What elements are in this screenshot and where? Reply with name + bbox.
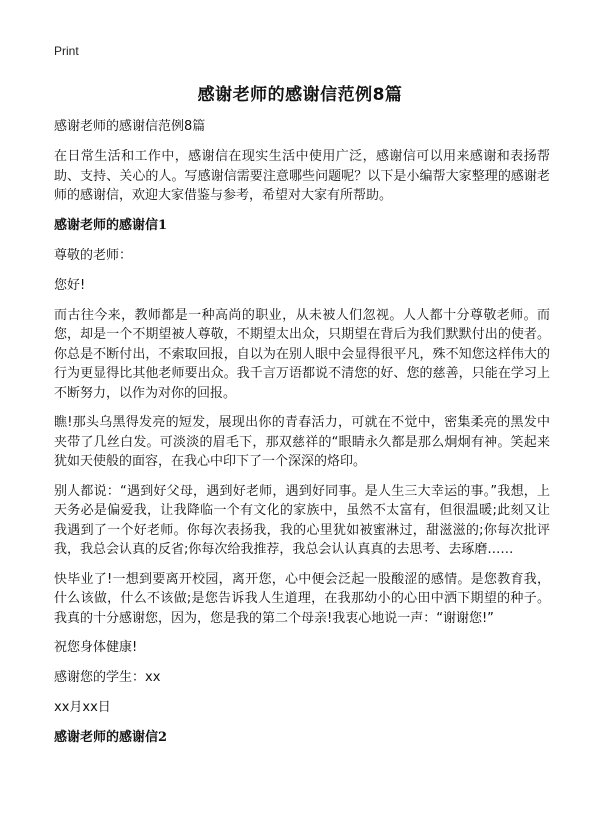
letter-paragraph: 别人都说：“遇到好父母，遇到好老师，遇到好同事。是人生三大幸运的事。”我想，上天务必是偏爱我，让我降临一个有文化的家族中，虽然不太富有，但很温暖;此刻又让我遇到了一个好老师。你每次表扬我，我的心里犹如被蜜淋过，甜滋滋的;你每次批评我，我总会认真的反省;你每次给我推荐，我总会认认真真的去思考、去琢磨…… [54, 483, 550, 557]
signature: 感谢您的学生：xx [54, 670, 161, 685]
date: xx月xx日 [54, 700, 111, 715]
letter-paragraph: 而古往今来，教师都是一种高尚的职业，从未被人们忽视。人人都十分尊敬老师。而您，却是一个不期望被人尊敬，不期望太出众，只期望在背后为我们默默付出的使者。你总是不断付出，不索取回报，自以为在别人眼中会显得很平凡，殊不知您这样伟大的行为更显得比其他老师要出众。我千言万语都说不清您的好、您的慈善，只能在学习上不断努力，以作为对你的回报。 [54, 307, 550, 401]
closing-wish: 祝您身体健康! [54, 640, 138, 655]
salutation: 尊敬的老师： [54, 247, 133, 263]
greeting: 您好! [54, 277, 86, 293]
intro-paragraph: 在日常生活和工作中，感谢信在现实生活中使用广泛，感谢信可以用来感谢和表扬帮助、支持、关心的人。写感谢信需要注意哪些问题呢？以下是小编帮大家整理的感谢老师的感谢信，欢迎大家借鉴与参考，希望对大家有所帮助。 [54, 149, 550, 203]
page-title: 感谢老师的感谢信范例8篇 [197, 85, 403, 105]
letter-2-heading: 感谢老师的感谢信2 [54, 730, 168, 745]
subtitle: 感谢老师的感谢信范例8篇 [54, 119, 206, 134]
document-body [54, 117, 550, 758]
print-link[interactable]: Print [54, 44, 79, 58]
letter-paragraph: 快毕业了!一想到要离开校园，离开您，心中便会泛起一股酸涩的感情。是您教育我，什么该做，什么不该做;是您告诉我人生道理，在我那幼小的心田中洒下期望的种子。我真的十分感谢您，因为，您是我的第二个母亲!我衷心地说一声：“谢谢您!” [54, 571, 550, 626]
letter-paragraph: 瞧!那头乌黑得发亮的短发，展现出你的青春活力，可就在不觉中，密集柔亮的黑发中夹带了几丝白发。可淡淡的眉毛下，那双慈祥的“眼睛永久都是那么炯炯有神。笑起来犹如天使般的面容，在我心中印下了一个深深的烙印。 [54, 415, 550, 469]
letter-1-heading: 感谢老师的感谢信1 [54, 217, 168, 233]
